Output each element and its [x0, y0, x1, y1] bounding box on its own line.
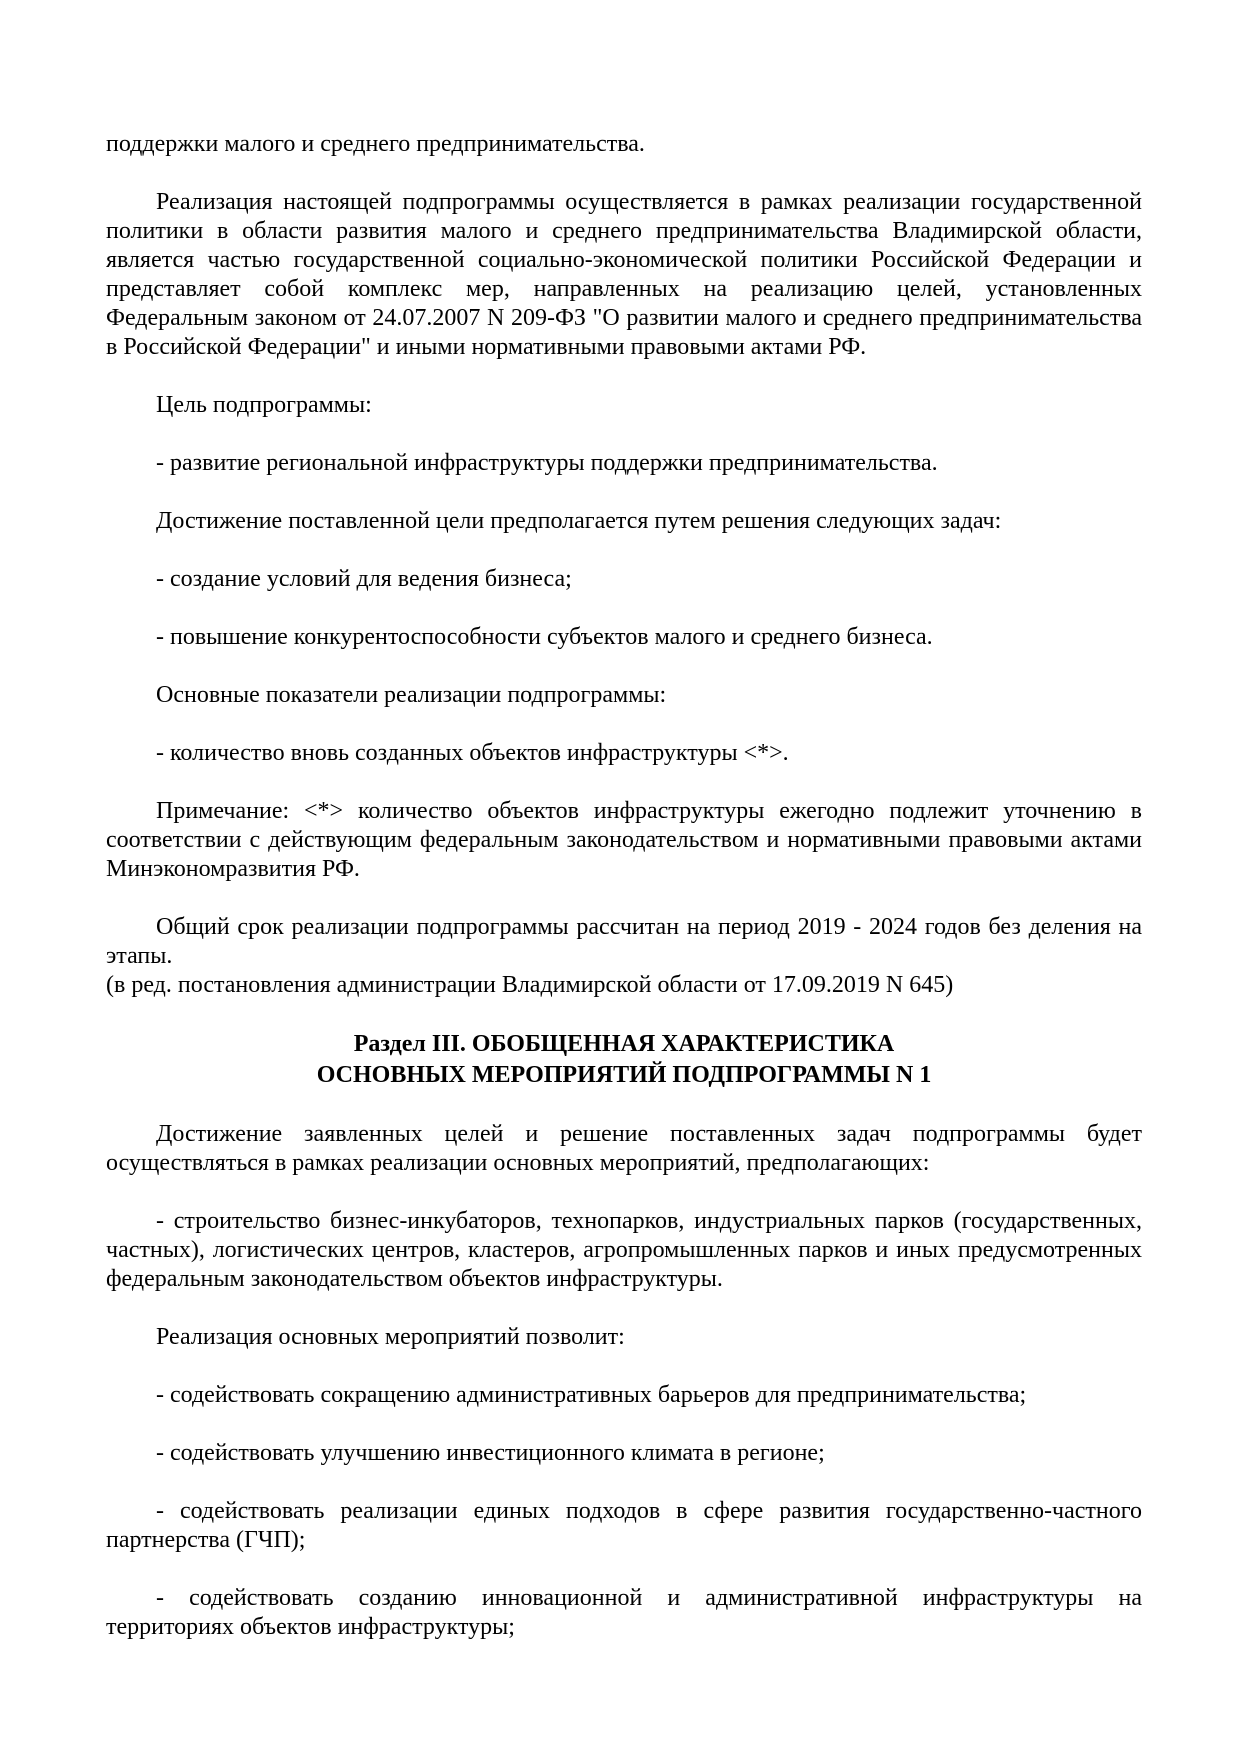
list-item-measure-3: - содействовать реализации единых подходов в сфере развития государственно-частного партнерства (ГЧП);: [106, 1498, 1142, 1553]
list-item-measure-1: - содействовать сокращению административных барьеров для предпринимательства;: [156, 1382, 1027, 1408]
list-item-construction: - строительство бизнес-инкубаторов, технопарков, индустриальных парков (государственных, частных), логистических центров, кластеров, агропромышленных парков и иных предусмотренных федеральным законодательством объектов инфраструктуры.: [106, 1208, 1142, 1292]
paragraph-realization: Реализация настоящей подпрограммы осуществляется в рамках реализации государственной политики в области развития малого и среднего предпринимательства Владимирской области, является частью государственной социально-экономической политики Российской Федерации и представляет собой комплекс мер, направленных на реализацию целей, установленных Федеральным законом от 24.07.2007 N 209-ФЗ "О развитии малого и среднего предпринимательства в Российской Федерации" и иными нормативными правовыми актами РФ.: [106, 189, 1142, 360]
amendment-note: (в ред. постановления администрации Владимирской области от 17.09.2019 N 645): [106, 972, 954, 998]
paragraph-achievement: Достижение заявленных целей и решение поставленных задач подпрограммы будет осуществляться в рамках реализации основных мероприятий, предполагающих:: [106, 1121, 1142, 1176]
paragraph-tasks-intro: Достижение поставленной цели предполагается путем решения следующих задач:: [156, 508, 1002, 534]
list-item-indicator: - количество вновь созданных объектов инфраструктуры <*>.: [156, 740, 789, 766]
list-item-goal: - развитие региональной инфраструктуры поддержки предпринимательства.: [156, 450, 938, 476]
list-item-measure-2: - содействовать улучшению инвестиционного климата в регионе;: [156, 1440, 825, 1466]
paragraph-continuation: поддержки малого и среднего предпринимательства.: [106, 131, 645, 157]
list-item-measure-4: - содействовать созданию инновационной и административной инфраструктуры на территориях объектов инфраструктуры;: [106, 1585, 1142, 1640]
paragraph-term: Общий срок реализации подпрограммы рассчитан на период 2019 - 2024 годов без деления на этапы.: [106, 914, 1142, 969]
section-heading-line-2: ОСНОВНЫХ МЕРОПРИЯТИЙ ПОДПРОГРАММЫ N 1: [316, 1062, 932, 1088]
section-heading-line-1: Раздел III. ОБОБЩЕННАЯ ХАРАКТЕРИСТИКА: [353, 1031, 895, 1057]
paragraph-note: Примечание: <*> количество объектов инфраструктуры ежегодно подлежит уточнению в соответствии с действующим федеральным законодательством и нормативными правовыми актами Минэкономразвития РФ.: [106, 798, 1142, 882]
list-item-task-1: - создание условий для ведения бизнеса;: [156, 566, 572, 592]
list-item-task-2: - повышение конкурентоспособности субъектов малого и среднего бизнеса.: [156, 624, 933, 650]
section-heading: [106, 1029, 1142, 1091]
paragraph-measures-intro: Реализация основных мероприятий позволит:: [156, 1324, 625, 1350]
paragraph-goal-label: Цель подпрограммы:: [156, 392, 372, 418]
paragraph-indicators-label: Основные показатели реализации подпрограммы:: [156, 682, 667, 708]
